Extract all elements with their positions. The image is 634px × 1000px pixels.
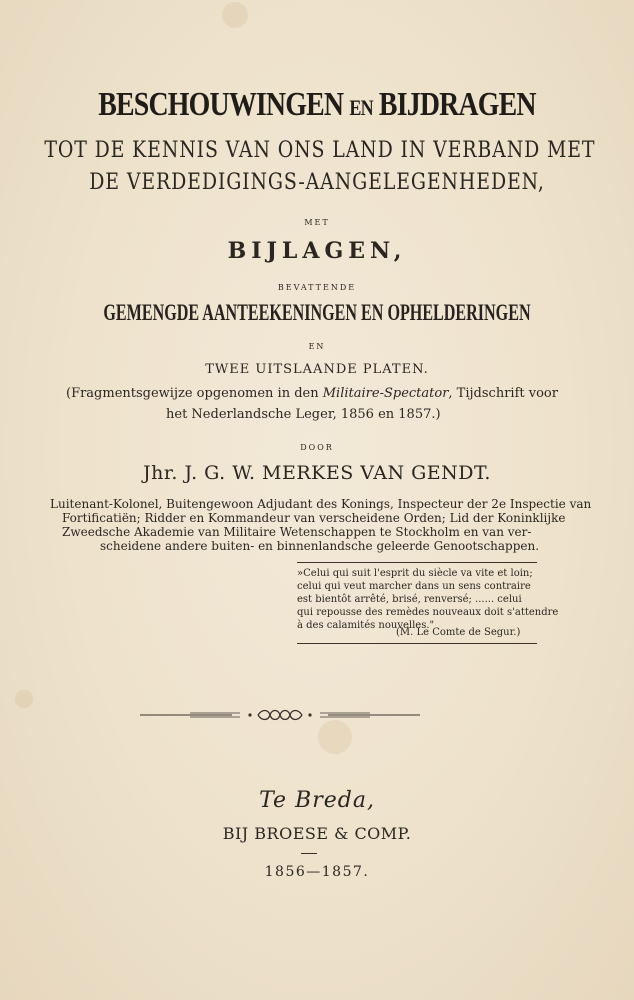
title-word-1: BESCHOUWINGEN — [98, 86, 344, 123]
paper-stain — [15, 690, 33, 708]
epigraph-top-rule — [297, 562, 537, 563]
epigraph-line: »Celui qui suit l'esprit du siècle va vite et loin; — [297, 568, 533, 579]
title-line-3: DE VERDEDIGINGS-AANGELEGENHEDEN, — [89, 170, 545, 195]
author-description-line: Fortificatiën; Ridder en Kommandeur van verscheidene Orden; Lid der Koninklijke — [62, 511, 566, 525]
title-word-en: EN — [349, 95, 373, 120]
imprint-years: 1856—1857. — [264, 864, 370, 880]
epigraph-line: à des calamités nouvelles." — [297, 620, 435, 631]
fragment-text-b: , Tijdschrift voor — [448, 386, 558, 401]
epigraph-bottom-rule — [297, 643, 537, 644]
epigraph-line: qui repousse des remèdes nouveaux doit s'attendre — [297, 607, 559, 618]
author-description-line: Luitenant-Kolonel, Buitengewoon Adjudant des Konings, Inspecteur der 2e Inspectie van — [50, 497, 592, 511]
label-en: EN — [308, 342, 326, 351]
imprint-city: Te Breda, — [259, 788, 375, 813]
ornamental-rule-icon — [140, 704, 420, 726]
title-word-2: BIJDRAGEN — [378, 86, 536, 123]
title-line-2: TOT DE KENNIS VAN ONS LAND IN VERBAND MET — [44, 138, 596, 163]
main-title — [57, 86, 577, 124]
author-description-line: scheidene andere buiten- en binnenlandsche geleerde Genootschappen. — [100, 539, 540, 553]
imprint-publisher: BIJ BROESE & COMP. — [222, 824, 412, 843]
epigraph-attribution: (M. Le Comte de Segur.) — [396, 627, 521, 638]
plates-line: TWEE UITSLAANDE PLATEN. — [205, 362, 429, 377]
subtitle: GEMENGDE AANTEEKENINGEN EN OPHELDERINGEN — [103, 300, 531, 325]
imprint-divider — [301, 853, 317, 854]
author-description-line: Zweedsche Akademie van Militaire Wetenschappen te Stockholm en van ver- — [62, 525, 532, 539]
journal-name: Militaire-Spectator — [322, 386, 449, 401]
epigraph-line: est bientôt arrêté, brisé, renversé; ...... celui — [297, 594, 522, 605]
label-door: DOOR — [300, 443, 334, 452]
author-name: Jhr. J. G. W. MERKES VAN GENDT. — [143, 462, 491, 484]
label-met: MET — [304, 218, 330, 227]
fragment-line-1 — [66, 386, 558, 401]
bijlagen-heading: BIJLAGEN, — [227, 238, 407, 264]
epigraph-line: celui qui veut marcher dans un sens contraire — [297, 581, 531, 592]
fragment-text-a: (Fragmentsgewijze opgenomen in den — [66, 386, 323, 401]
paper-stain — [222, 2, 248, 28]
fragment-line-2: het Nederlandsche Leger, 1856 en 1857.) — [166, 407, 441, 422]
label-bevattende: BEVATTENDE — [277, 283, 357, 292]
